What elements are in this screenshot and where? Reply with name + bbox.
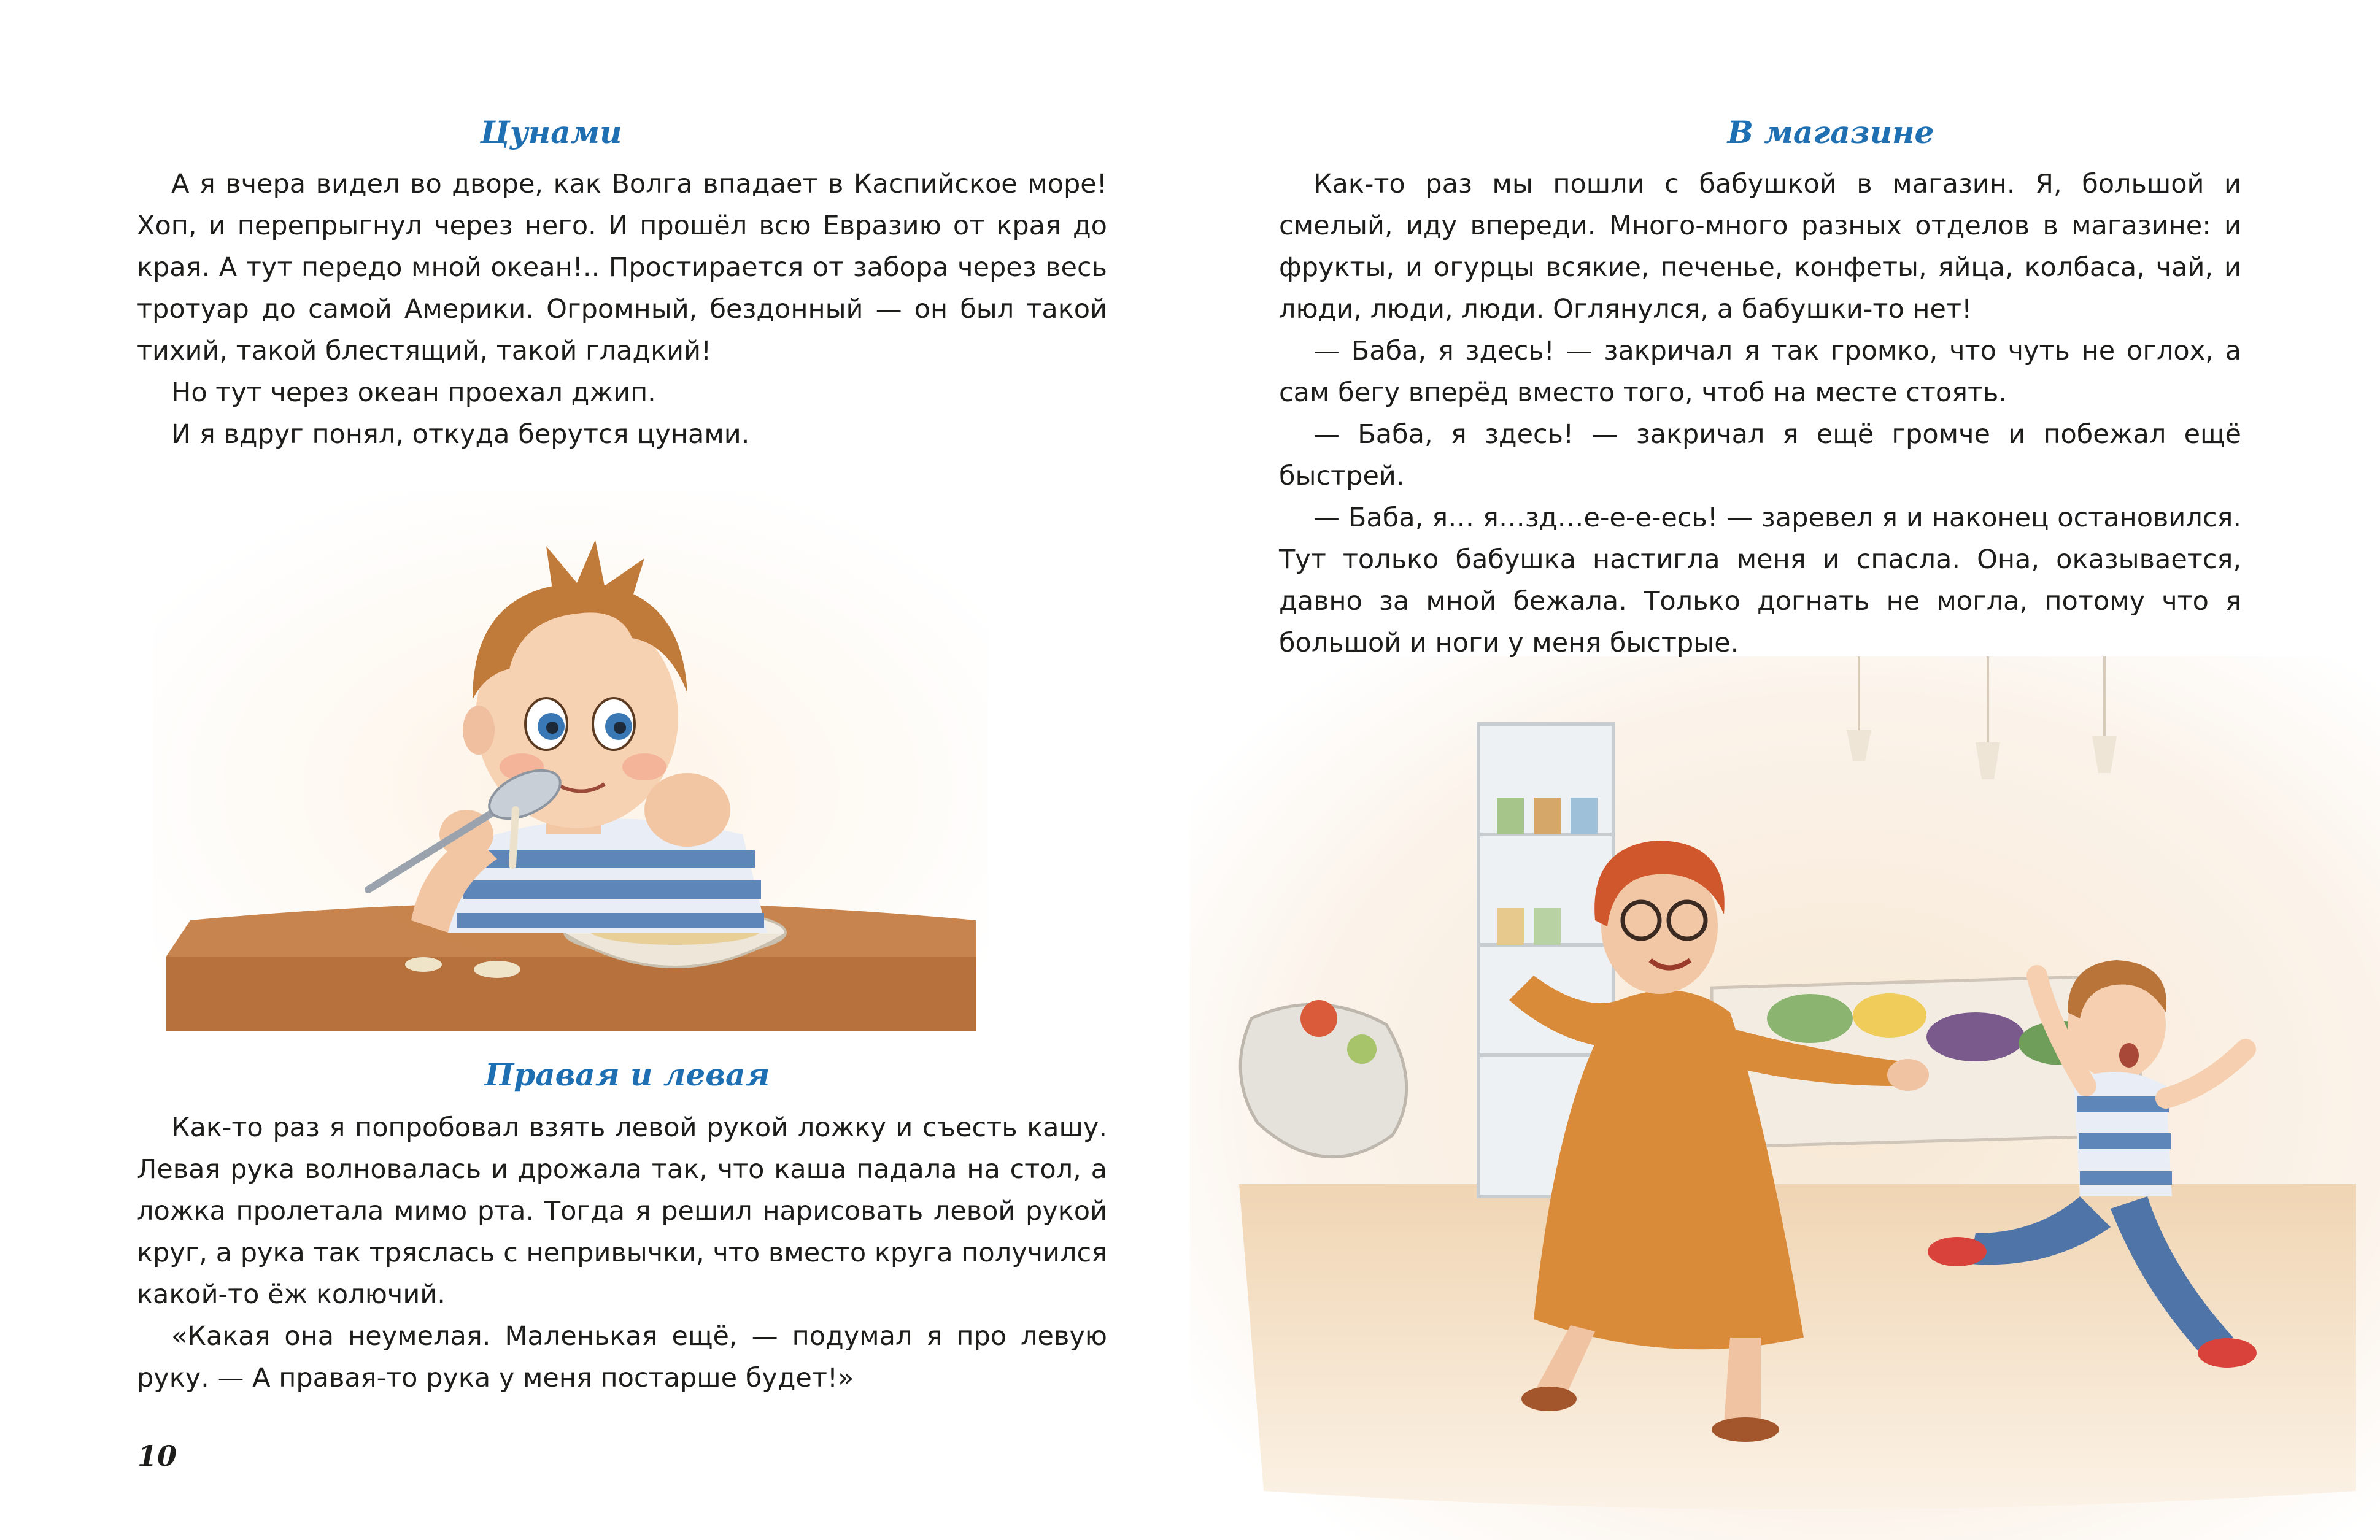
paragraph: И я вдруг понял, откуда берутся цунами. (171, 419, 750, 450)
story-text-in-the-store (1279, 163, 2241, 664)
boy-eating-image (153, 491, 988, 1031)
story-text-right-and-left (137, 1107, 1107, 1399)
paragraph: «Какая она неумелая. Маленькая ещё, — подумал я про левую руку. — А правая-то рука у меня постарше будет!» (137, 1321, 1107, 1393)
paragraph: — Баба, я здесь! — закричал я ещё громче и побежал ещё быстрей. (1279, 419, 2241, 491)
boy-eating-illustration (153, 491, 988, 1031)
story-title-right-and-left: Правая и левая (485, 1057, 770, 1093)
story-title-in-the-store: В магазине (1727, 114, 1934, 150)
story-text-tsunami (137, 163, 1107, 455)
store-chase-illustration (1190, 656, 2380, 1540)
paragraph: Но тут через океан проехал джип. (171, 377, 656, 408)
paragraph: Как-то раз я попробовал взять левой рукой ложку и съесть кашу. Левая рука волновалась и дрожала так, что каша падала на стол, а ложка пролетала мимо рта. Тогда я решил нарисовать левой рукой круг, а рука так тряслась с непривычки, что вместо круга получился какой-то ёж колючий. (137, 1112, 1107, 1310)
story-title-tsunami: Цунами (480, 114, 622, 150)
paragraph: Как-то раз мы пошли с бабушкой в магазин. Я, большой и смелый, иду впереди. Много-много разных отделов в магазине: и фрукты, и огурцы всякие, печенье, конфеты, яйца, колбаса, чай, и люди, люди, люди. Оглянулся, а бабушки-то нет! (1279, 169, 2241, 325)
paragraph: А я вчера видел во дворе, как Волга впадает в Каспийское море! Хоп, и перепрыгнул через него. И прошёл всю Евразию от края до края. А тут передо мной океан!.. Простирается от забора через весь тротуар до самой Америки. Огромный, бездонный — он был такой тихий, такой блестящий, такой гладкий! (137, 169, 1107, 366)
page-number: 10 (137, 1439, 177, 1473)
right-page (1190, 0, 2380, 1540)
store-chase-image (1190, 656, 2380, 1540)
paragraph: — Баба, я здесь! — закричал я так громко, что чуть не оглох, а сам бегу вперёд вместо того, чтоб на месте стоять. (1279, 336, 2241, 408)
paragraph: — Баба, я… я…зд…е-е-е-есь! — заревел я и наконец остановился. Тут только бабушка настигла меня и спасла. Она, оказывается, давно за мной бежала. Только догнать не могла, потому что я большой и ноги у меня быстрые. (1279, 502, 2241, 658)
